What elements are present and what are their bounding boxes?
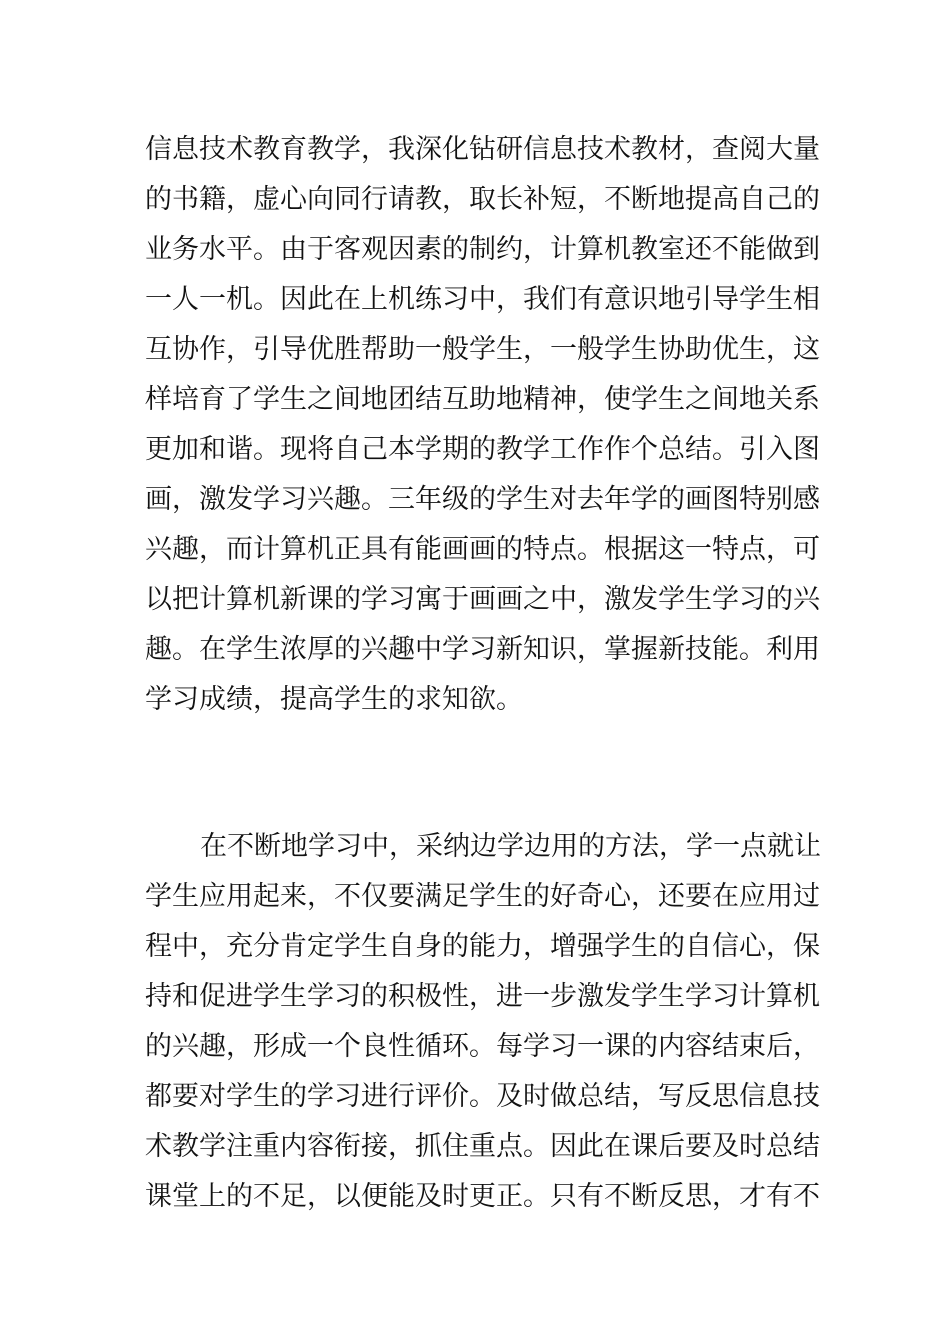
text-line: 术教学注重内容衔接，抓住重点。因此在课后要及时总结 [145,1131,820,1162]
text-line: 互协作，引导优胜帮助一般学生，一般学生协助优生，这 [145,334,820,365]
text-line: 课堂上的不足，以便能及时更正。只有不断反思，才有不 [145,1181,820,1212]
text-line: 趣。在学生浓厚的兴趣中学习新知识，掌握新技能。利用 [145,634,820,665]
text-line: 都要对学生的学习进行评价。及时做总结，写反思信息技 [145,1081,820,1112]
text-line: 画，激发学习兴趣。三年级的学生对去年学的画图特别感 [145,484,820,515]
text-line: 信息技术教育教学，我深化钻研信息技术教材，查阅大量 [145,134,820,165]
text-line: 程中，充分肯定学生自身的能力，增强学生的自信心，保 [145,931,820,962]
text-line: 以把计算机新课的学习寓于画画之中，激发学生学习的兴 [145,584,820,615]
text-line: 兴趣，而计算机正具有能画画的特点。根据这一特点，可 [145,534,820,565]
text-line: 样培育了学生之间地团结互助地精神，使学生之间地关系 [145,384,820,415]
text-line: 一人一机。因此在上机练习中，我们有意识地引导学生相 [145,284,820,315]
text-line: 更加和谐。现将自己本学期的教学工作作个总结。引入图 [145,434,820,465]
text-line: 持和促进学生学习的积极性，进一步激发学生学习计算机 [145,981,820,1012]
text-line: 的兴趣，形成一个良性循环。每学习一课的内容结束后， [145,1031,820,1062]
text-line: 学生应用起来，不仅要满足学生的好奇心，还要在应用过 [145,881,820,912]
text-line: 业务水平。由于客观因素的制约，计算机教室还不能做到 [145,234,820,265]
text-line: 学习成绩，提高学生的求知欲。 [145,684,523,715]
text-line: 在不断地学习中，采纳边学边用的方法，学一点就让 [200,831,821,862]
text-line: 的书籍，虚心向同行请教，取长补短，不断地提高自己的 [145,184,820,215]
